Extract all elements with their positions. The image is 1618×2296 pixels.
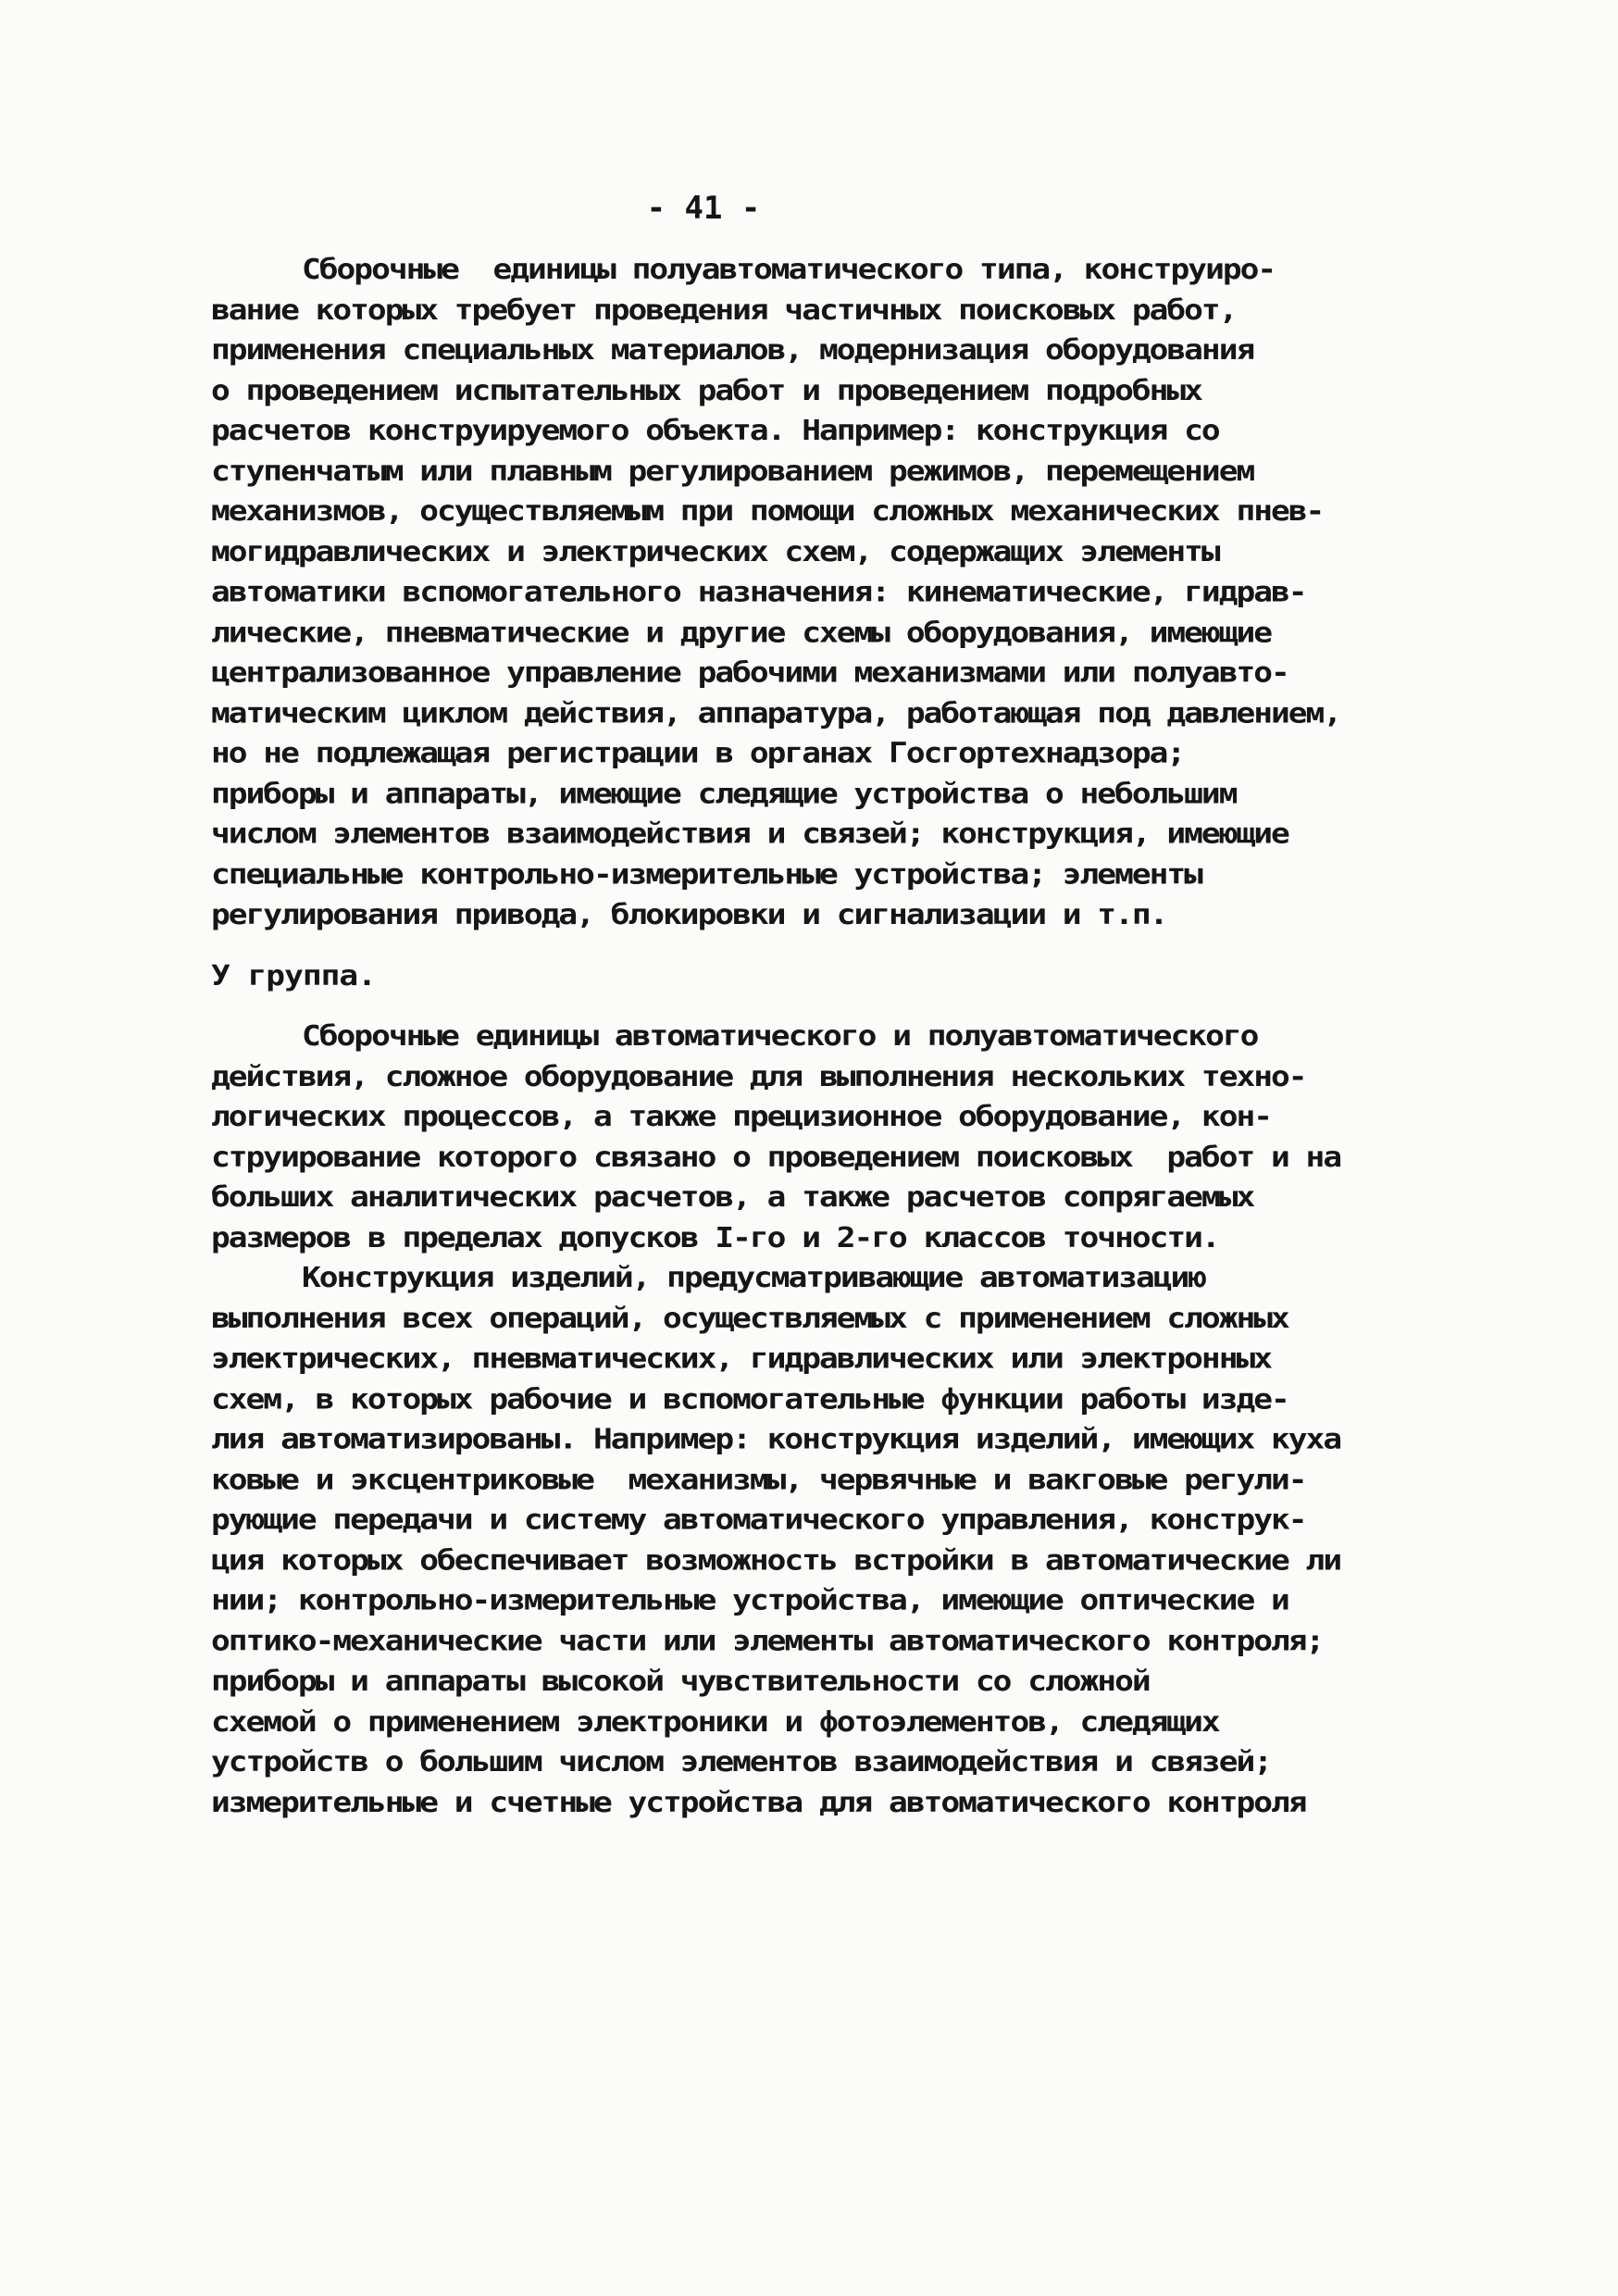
text-line: применения специальных материалов, модернизация оборудования bbox=[211, 333, 1254, 367]
text-line: вание которых требует проведения частичных поисковых работ, bbox=[211, 293, 1237, 327]
text-line: могидравлических и электрических схем, содержащих элементы bbox=[211, 535, 1219, 568]
text-line: о проведением испытательных работ и проведением подробных bbox=[211, 374, 1201, 407]
text-line: размеров в пределах допусков I-го и 2-го классов точности. bbox=[211, 1221, 1219, 1254]
text-line: оптико-механические части или элементы автоматического контроля; bbox=[211, 1625, 1324, 1658]
text-line: Сборочные единицы полуавтоматического типа, конструиро- bbox=[302, 253, 1276, 286]
text-line: приборы и аппараты, имеющие следящие устройства о небольшим bbox=[211, 777, 1237, 810]
text-line: числом элементов взаимодействия и связей; конструкция, имеющие bbox=[211, 817, 1288, 851]
text-line: лические, пневматические и другие схемы оборудования, имеющие bbox=[211, 616, 1272, 649]
text-line: больших аналитических расчетов, а также расчетов сопрягаемых bbox=[211, 1180, 1254, 1215]
text-line: регулирования привода, блокировки и сигнализации и т.п. bbox=[211, 898, 1167, 931]
paragraph-3 bbox=[211, 1258, 1377, 1823]
text-line: Сборочные единицы автоматического и полуавтоматического bbox=[302, 1019, 1258, 1053]
text-line: ция которых обеспечивает возможность встройки в автоматические ли bbox=[211, 1543, 1341, 1578]
text-line: выполнения всех операций, осуществляемых с применением сложных bbox=[211, 1302, 1288, 1335]
text-line: расчетов конструируемого объекта. Например: конструкция со bbox=[211, 414, 1219, 447]
text-line: Конструкция изделий, предусматривающие автоматизацию bbox=[302, 1261, 1206, 1295]
text-line: но не подлежащая регистрации в органах Госгортехнадзора; bbox=[211, 737, 1185, 770]
text-line: измерительные и счетные устройства для автоматического контроля bbox=[211, 1786, 1306, 1819]
text-line: нии; контрольно-измерительные устройства, имеющие оптические и bbox=[211, 1584, 1288, 1617]
text-line: рующие передачи и систему автоматического управления, конструк- bbox=[211, 1504, 1306, 1537]
text-line: централизованное управление рабочими механизмами или полуавто- bbox=[211, 656, 1288, 690]
text-line: ступенчатым или плавным регулированием режимов, перемещением bbox=[211, 455, 1254, 488]
text-line: специальные контрольно-измерительные устройства; элементы bbox=[211, 857, 1201, 892]
body-text bbox=[211, 250, 1377, 1823]
text-line: устройств о большим числом элементов взаимодействия и связей; bbox=[211, 1745, 1272, 1778]
text-line: схемой о применением электроники и фотоэлементов, следящих bbox=[211, 1705, 1219, 1739]
text-line: схем, в которых рабочие и вспомогательные функции работы изде- bbox=[211, 1382, 1288, 1416]
text-line: логических процессов, а также прецизионное оборудование, кон- bbox=[211, 1100, 1272, 1133]
text-line: механизмов, осуществляемым при помощи сложных механических пнев- bbox=[211, 494, 1324, 529]
text-line: действия, сложное оборудование для выполнения нескольких техно- bbox=[211, 1060, 1306, 1093]
text-line: матическим циклом действия, аппаратура, работающая под давлением, bbox=[211, 696, 1341, 730]
spacer bbox=[211, 936, 1377, 956]
text-line: ковые и эксцентриковые механизмы, червячные и вакговые регули- bbox=[211, 1463, 1306, 1496]
paragraph-2 bbox=[211, 1017, 1377, 1258]
text-line: электрических, пневматических, гидравлических или электронных bbox=[211, 1342, 1272, 1376]
spacer bbox=[211, 996, 1377, 1017]
group-heading: У группа. bbox=[211, 959, 376, 992]
text-line: автоматики вспомогательного назначения: кинематические, гидрав- bbox=[211, 576, 1306, 609]
paragraph-1 bbox=[211, 250, 1377, 936]
text-line: струирование которого связано о проведением поисковых работ и на bbox=[211, 1141, 1341, 1174]
page-number: - 41 - bbox=[646, 190, 761, 227]
text-line: лия автоматизированы. Например: конструкция изделий, имеющих куха bbox=[211, 1423, 1341, 1456]
text-line: приборы и аппараты высокой чувствительности со сложной bbox=[211, 1665, 1150, 1698]
